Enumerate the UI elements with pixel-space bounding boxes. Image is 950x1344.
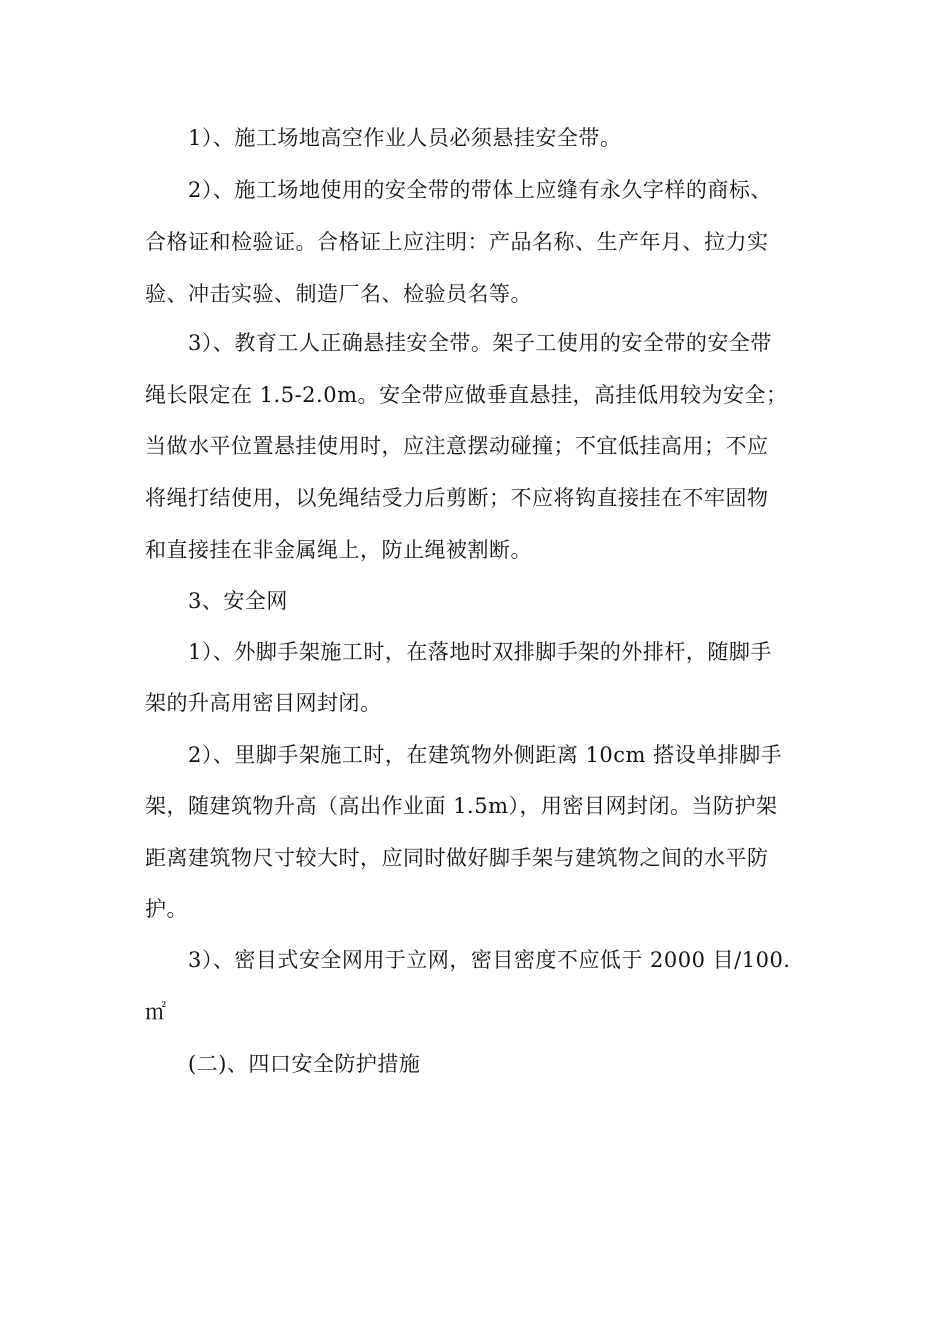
paragraph-line: 将绳打结使用，以免绳结受力后剪断；不应将钩直接挂在不牢固物 xyxy=(145,486,769,510)
paragraph-line: 距离建筑物尺寸较大时，应同时做好脚手架与建筑物之间的水平防 xyxy=(145,846,769,870)
paragraph-line: 2）、里脚手架施工时，在建筑物外侧距离 10cm 搭设单排脚手 xyxy=(188,743,783,767)
paragraph-line: 1）、外脚手架施工时，在落地时双排脚手架的外排杆，随脚手 xyxy=(188,640,772,664)
section-heading: (二)、四口安全防护措施 xyxy=(188,1052,421,1076)
paragraph-line: 当做水平位置悬挂使用时，应注意摆动碰撞；不宜低挂高用；不应 xyxy=(145,434,769,458)
paragraph-line: ㎡ xyxy=(145,1000,167,1024)
paragraph-line: 3）、教育工人正确悬挂安全带。架子工使用的安全带的安全带 xyxy=(188,331,772,355)
paragraph-line: 架，随建筑物升高（高出作业面 1.5m），用密目网封闭。当防护架 xyxy=(145,794,778,818)
paragraph-line: 验、冲击实验、制造厂名、检验员名等。 xyxy=(145,282,532,306)
paragraph-line: 3）、密目式安全网用于立网，密目密度不应低于 2000 目/100. xyxy=(188,948,791,972)
paragraph-line: 架的升高用密目网封闭。 xyxy=(145,691,382,715)
paragraph-line: 合格证和检验证。合格证上应注明：产品名称、生产年月、拉力实 xyxy=(145,230,769,254)
paragraph-line: 和直接挂在非金属绳上，防止绳被割断。 xyxy=(145,538,532,562)
paragraph-line: 2）、施工场地使用的安全带的带体上应缝有永久字样的商标、 xyxy=(188,178,772,202)
paragraph-line: 护。 xyxy=(145,897,188,921)
section-heading: 3、安全网 xyxy=(188,589,288,613)
paragraph-line: 绳长限定在 1.5-2.0m。安全带应做垂直悬挂，高挂低用较为安全； xyxy=(145,383,788,407)
paragraph-line: 1）、施工场地高空作业人员必须悬挂安全带。 xyxy=(188,126,622,150)
